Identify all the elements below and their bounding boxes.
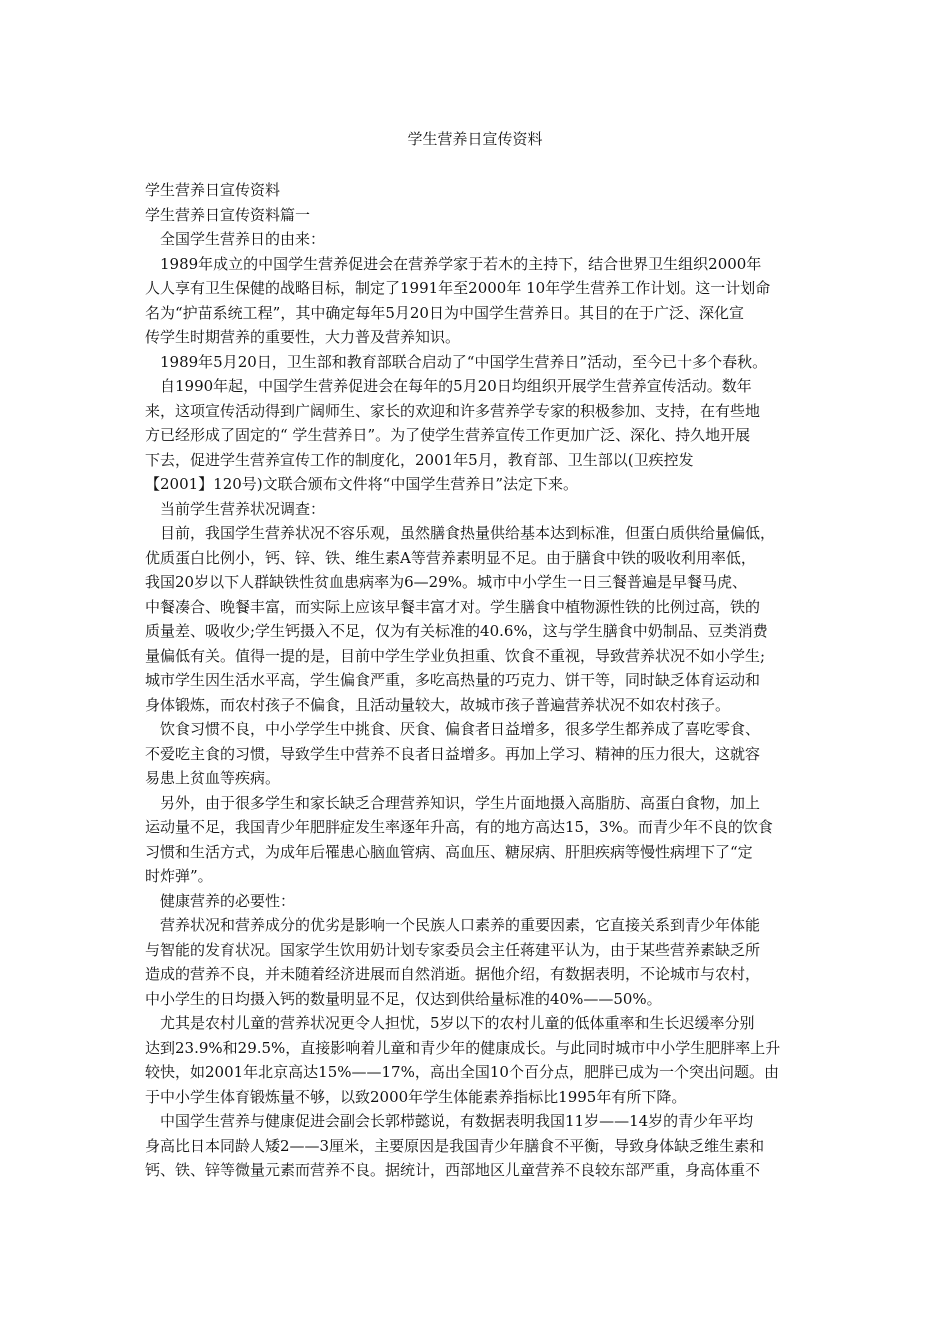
text-line: 不爱吃主食的习惯，导致学生中营养不良者日益增多。再加上学习、精神的压力很大，这就容 — [145, 744, 761, 763]
text-line: 饮食习惯不良，中小学学生中挑食、厌食、偏食者日益增多，很多学生都养成了喜吃零食、 — [160, 720, 761, 738]
text-line: 方已经形成了固定的“ 学生营养日”。为了使学生营养宣传工作更加广泛、深化、持久地开展 — [145, 426, 751, 444]
document-body — [145, 178, 815, 1183]
text-line: 城市学生因生活水平高，学生偏食严重，多吃高热量的巧克力、饼干等，同时缺乏体育运动和 — [145, 671, 761, 689]
text-line: 中餐凑合、晚餐丰富，而实际上应该早餐丰富才对。学生膳食中植物源性铁的比例过高，铁的 — [145, 597, 761, 616]
text-line: 习惯和生活方式，为成年后罹患心脑血管病、高血压、糖尿病、肝胆疾病等慢性病埋下了“定 — [145, 842, 753, 861]
text-line: 人人享有卫生保健的战略目标，制定了1991年至2000年 10年学生营养工作计划。这一计划命 — [145, 279, 771, 297]
text-line: 中小学生的日均摄入钙的数量明显不足，仅达到供给量标准的40%——50%。 — [145, 989, 662, 1008]
text-line: 尤其是农村儿童的营养状况更令人担忧，5岁以下的农村儿童的低体重率和生长迟缓率分别 — [160, 1014, 755, 1032]
text-line: 身高比日本同龄人矮2——3厘米，主要原因是我国青少年膳食不平衡，导致身体缺乏维生素和 — [145, 1136, 765, 1155]
text-line: 当前学生营养状况调查： — [160, 499, 326, 518]
text-line: 营养状况和营养成分的优劣是影响一个民族人口素养的重要因素，它直接关系到青少年体能 — [160, 916, 761, 934]
text-line: 与智能的发育状况。国家学生饮用奶计划专家委员会主任蒋建平认为，由于某些营养素缺乏所 — [145, 940, 761, 959]
text-line: 下去，促进学生营养宣传工作的制度化，2001年5月，教育部、卫生部以(卫疾控发 — [145, 450, 694, 469]
text-line: 传学生时期营养的重要性，大力普及营养知识。 — [145, 328, 461, 346]
text-line: 1989年5月20日，卫生部和教育部联合启动了“中国学生营养日”活动，至今已十多个春秋。 — [160, 352, 768, 371]
text-line: 优质蛋白比例小，钙、锌、铁、维生素A等营养素明显不足。由于膳食中铁的吸收利用率低， — [145, 548, 756, 567]
text-line: 我国20岁以下人群缺铁性贫血患病率为6—29%。城市中小学生一日三餐普遍是早餐马虎、 — [145, 573, 747, 591]
text-line: 中国学生营养与健康促进会副会长郭栉懿说，有数据表明我国11岁——14岁的青少年平均 — [160, 1112, 754, 1130]
text-line: 【2001】120号)文联合颁布文件将“中国学生营养日”法定下来。 — [145, 475, 578, 493]
text-line: 时炸弹”。 — [145, 867, 213, 885]
text-line: 于中小学生体育锻炼量不够，以致2000年学生体能素养指标比1995年有所下降。 — [145, 1087, 687, 1106]
text-line: 运动量不足，我国青少年肥胖症发生率逐年升高，有的地方高达15，3%。而青少年不良的饮食 — [145, 818, 773, 836]
text-line: 较快，如2001年北京高达15%——17%，高出全国10个百分点，肥胖已成为一个突出问题。由 — [145, 1063, 779, 1081]
text-line: 来，这项宣传活动得到广阔师生、家长的欢迎和许多营养学专家的积极参加、支持，在有些地 — [145, 401, 761, 420]
text-line: 全国学生营养日的由来： — [160, 230, 326, 248]
text-line: 量偏低有关。值得一提的是，目前中学生学业负担重、饮食不重视，导致营养状况不如小学生; — [145, 646, 766, 665]
text-line: 名为“护苗系统工程”，其中确定每年5月20日为中国学生营养日。其目的在于广泛、深化宣 — [145, 303, 744, 322]
text-line: 学生营养日宣传资料篇一 — [145, 205, 311, 224]
document-title: 学生营养日宣传资料 — [407, 130, 543, 148]
text-line: 钙、铁、锌等微量元素而营养不良。据统计，西部地区儿童营养不良较东部严重，身高体重不 — [145, 1161, 761, 1179]
text-line: 另外，由于很多学生和家长缺乏合理营养知识，学生片面地摄入高脂肪、高蛋白食物，加上 — [160, 793, 761, 812]
text-line: 质量差、吸收少;学生钙摄入不足，仅为有关标准的40.6%，这与学生膳食中奶制品、豆类消费 — [145, 622, 768, 640]
text-line: 造成的营养不良，并未随着经济进展而自然消逝。据他介绍，有数据表明，不论城市与农村， — [145, 965, 761, 983]
text-line: 学生营养日宣传资料 — [145, 181, 281, 199]
text-line: 目前，我国学生营养状况不容乐观，虽然膳食热量供给基本达到标准，但蛋白质供给量偏低， — [160, 524, 776, 542]
text-line: 1989年成立的中国学生营养促进会在营养学家于若木的主持下，结合世界卫生组织2000年 — [160, 254, 762, 273]
text-line: 健康营养的必要性： — [160, 891, 296, 910]
text-line: 身体锻炼，而农村孩子不偏食，且活动量较大，故城市孩子普遍营养状况不如农村孩子。 — [145, 695, 731, 714]
text-line: 自1990年起，中国学生营养促进会在每年的5月20日均组织开展学生营养宣传活动。数年 — [160, 377, 752, 395]
text-line: 达到23.9%和29.5%，直接影响着儿童和青少年的健康成长。与此同时城市中小学生肥胖率上升 — [145, 1038, 781, 1057]
text-line: 易患上贫血等疾病。 — [145, 769, 281, 787]
